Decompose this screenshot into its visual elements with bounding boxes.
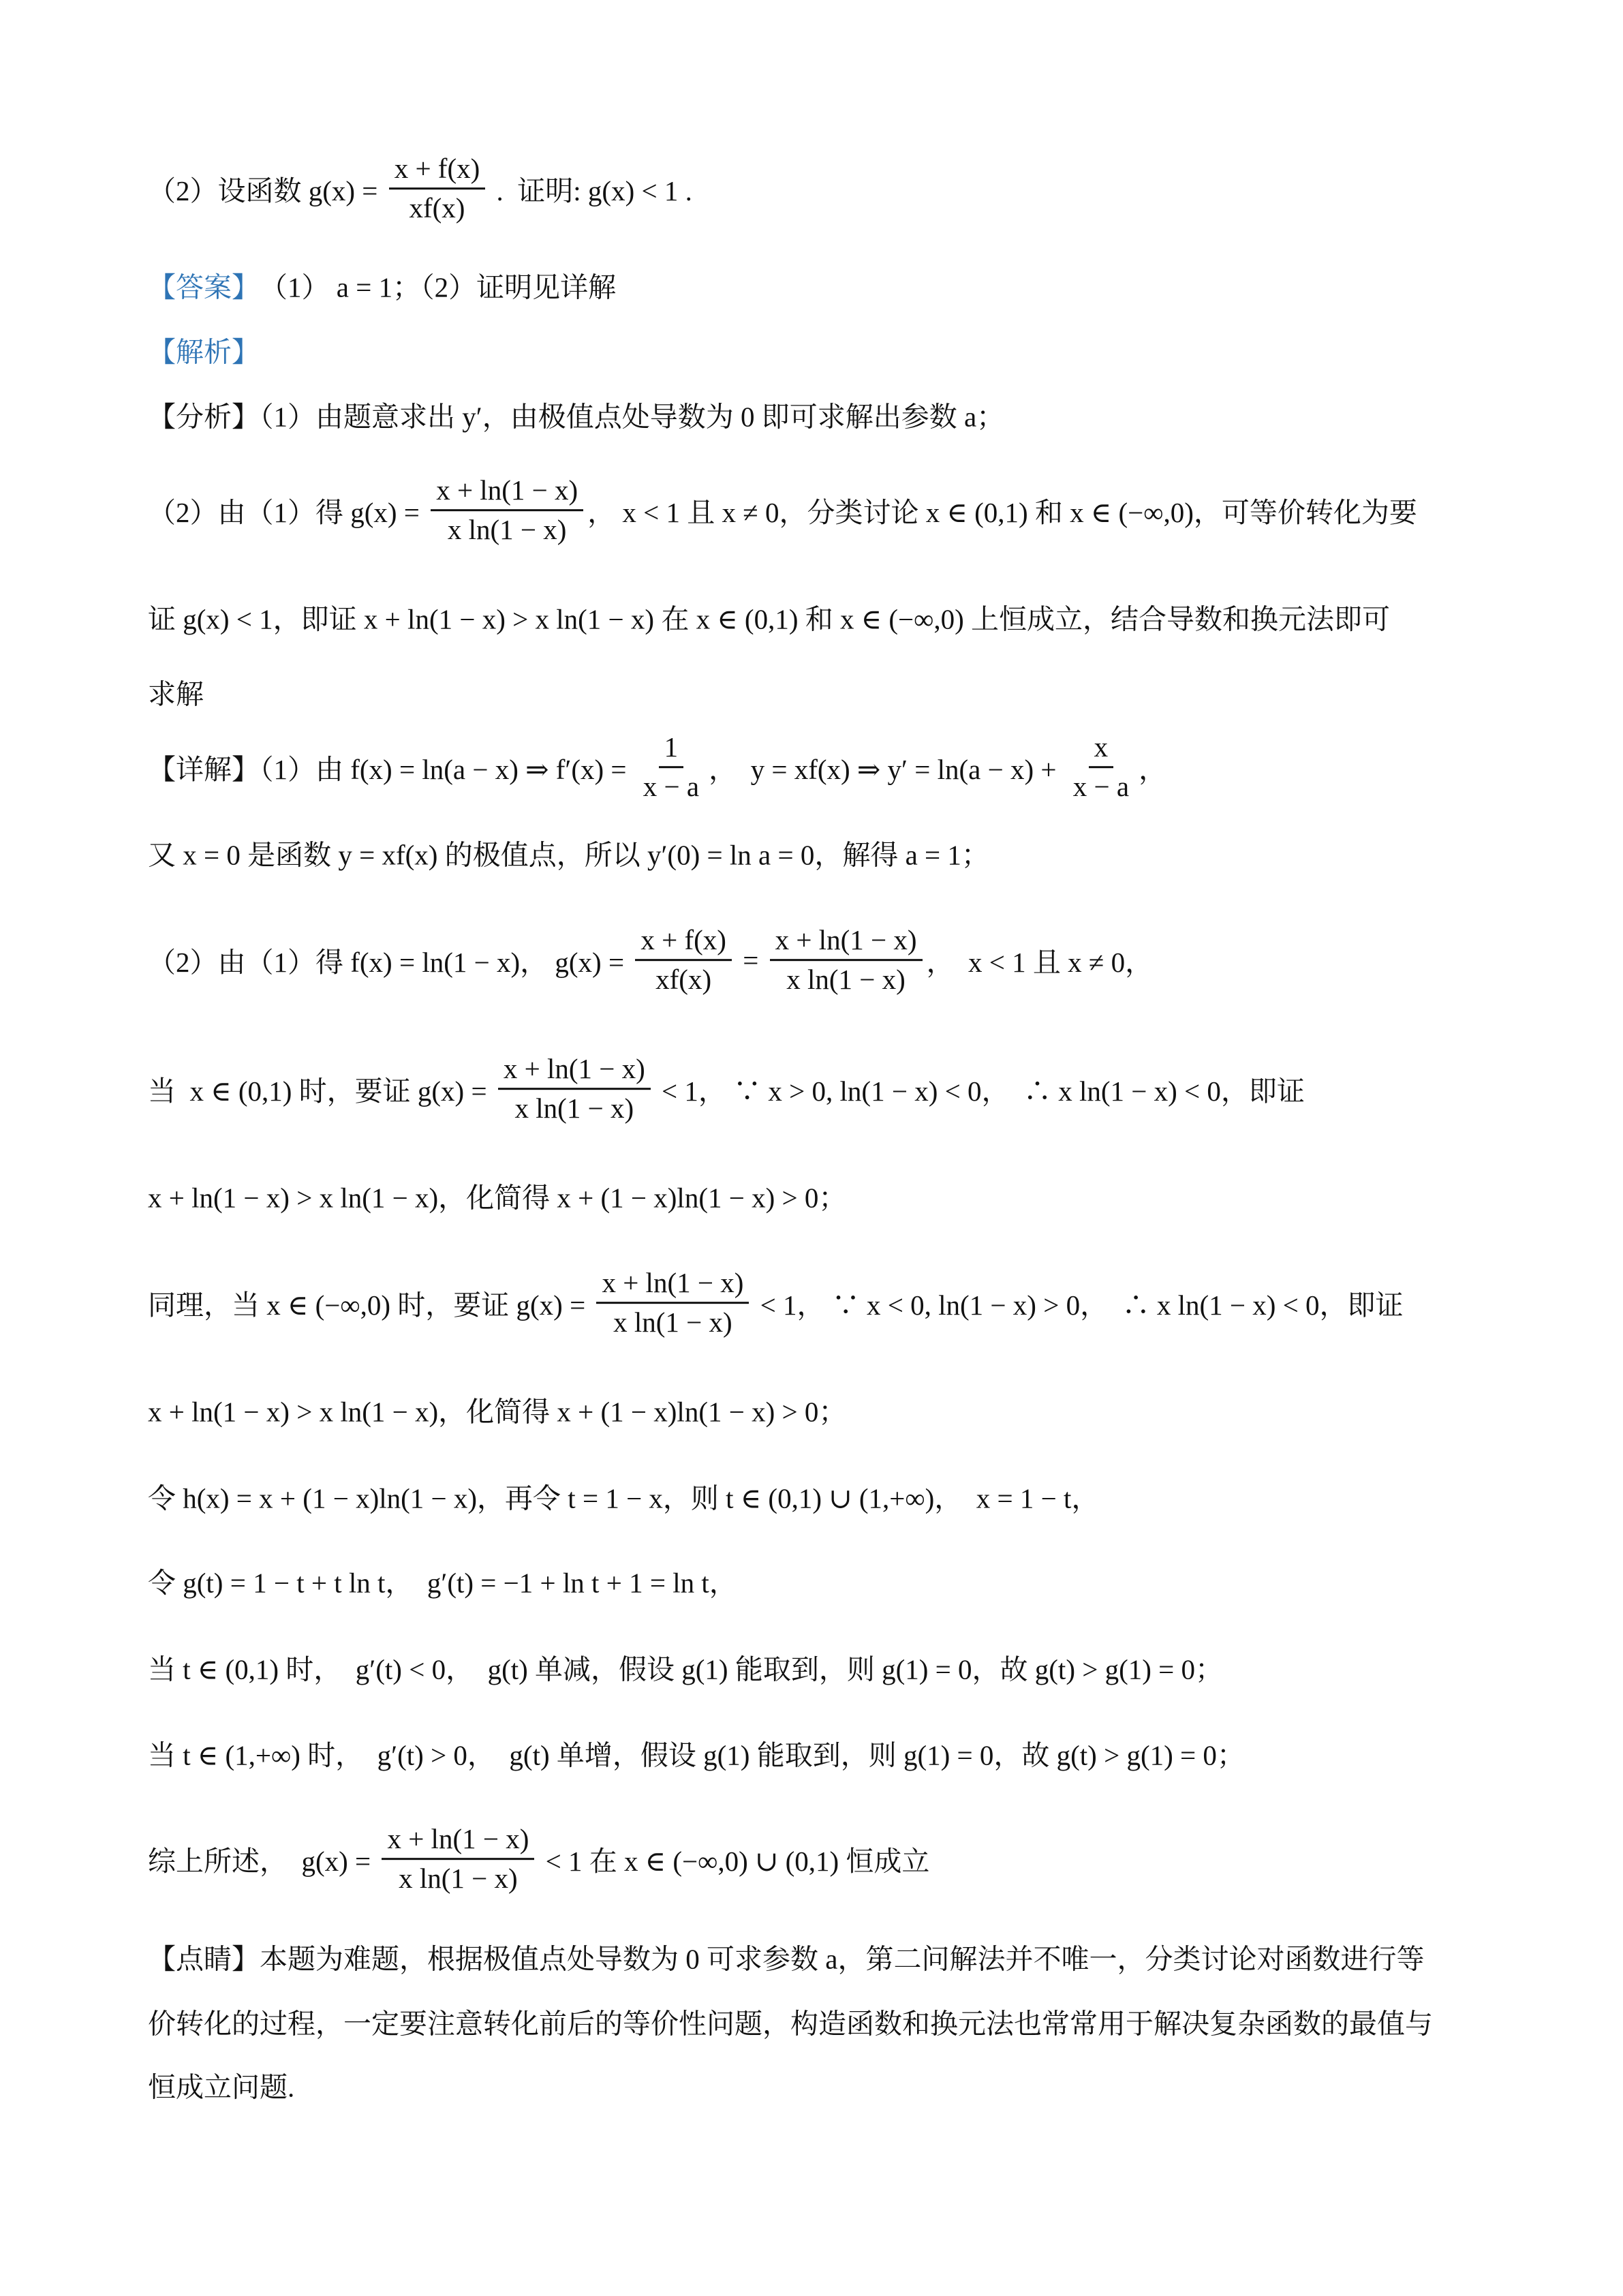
text-segment: 恒成立问题.	[148, 2071, 295, 2103]
fraction-numerator: x + ln(1 − x)	[770, 921, 923, 961]
text-segment: ， y = xf(x) ⇒ y′ = ln(a − x) +	[709, 754, 1064, 786]
fraction-denominator: x ln(1 − x)	[613, 1306, 732, 1338]
text-segment: < 1， ∵ x > 0, ln(1 − x) < 0， ∴ x ln(1 − x) < 0，即证	[654, 1075, 1305, 1107]
text-segment: < 1， ∵ x < 0, ln(1 − x) > 0， ∴ x ln(1 − x) < 0，即证	[753, 1289, 1404, 1321]
fraction	[770, 921, 923, 999]
section-label: 【答案】	[148, 271, 260, 303]
text-line	[148, 1820, 929, 1898]
fraction	[638, 729, 705, 806]
text-line	[148, 672, 204, 712]
text-line	[148, 1647, 1223, 1687]
text-line	[148, 729, 1166, 806]
fraction-numerator: x + ln(1 − x)	[498, 1050, 651, 1090]
text-line	[148, 395, 1004, 435]
fraction-numerator: x + ln(1 − x)	[431, 472, 583, 511]
fraction-denominator: x − a	[1072, 771, 1130, 803]
fraction-denominator: xf(x)	[655, 964, 712, 996]
fraction	[1068, 729, 1134, 806]
text-segment: 当 t ∈ (0,1) 时， g′(t) < 0， g(t) 单减，假设 g(1) 能取到，则 g(1) = 0，故 g(t) > g(1) = 0；	[148, 1653, 1224, 1685]
text-segment: x + ln(1 − x) > x ln(1 − x)，化简得 x + (1 − x)ln(1 − x) > 0；	[148, 1182, 847, 1214]
text-segment: . 证明: g(x) < 1 .	[489, 175, 692, 207]
text-line	[148, 1561, 737, 1601]
text-segment: 价转化的过程，一定要注意转化前后的等价性问题，构造函数和换元法也常常用于解决复杂函数的最值与	[148, 2008, 1433, 2040]
fraction-denominator: x ln(1 − x)	[514, 1092, 634, 1124]
text-line	[148, 1937, 1424, 1977]
text-segment: （2）由（1）得 g(x) =	[148, 497, 427, 529]
fraction-numerator: x + f(x)	[635, 921, 732, 961]
text-line	[148, 833, 989, 873]
text-segment: 【分析】（1）由题意求出 y′，由极值点处导数为 0 即可求解出参数 a；	[148, 401, 1005, 433]
fraction-numerator: x + ln(1 − x)	[382, 1820, 534, 1860]
text-segment: 综上所述， g(x) =	[148, 1846, 378, 1878]
text-segment: =	[735, 945, 766, 976]
fraction	[498, 1050, 651, 1128]
text-line	[148, 330, 260, 370]
fraction	[635, 921, 732, 999]
fraction-denominator: x − a	[643, 771, 700, 803]
text-segment: ，	[1139, 754, 1167, 786]
text-segment: 【点睛】本题为难题，根据极值点处导数为 0 可求参数 a，第二问解法并不唯一，分类讨论对函数进行等	[148, 1943, 1425, 1975]
fraction-denominator: xf(x)	[409, 192, 465, 224]
text-segment: （2）由（1）得 f(x) = ln(1 − x)， g(x) =	[148, 947, 632, 979]
fraction	[382, 1820, 534, 1898]
text-segment: x + ln(1 − x) > x ln(1 − x)，化简得 x + (1 − x)ln(1 − x) > 0；	[148, 1396, 847, 1428]
text-line	[148, 1264, 1404, 1342]
text-line	[148, 265, 616, 305]
fraction-numerator: x + ln(1 − x)	[596, 1264, 749, 1304]
text-line	[148, 2002, 1433, 2042]
text-segment: 同理，当 x ∈ (−∞,0) 时，要证 g(x) =	[148, 1289, 593, 1321]
text-segment: < 1 在 x ∈ (−∞,0) ∪ (0,1) 恒成立	[538, 1846, 930, 1878]
text-line	[148, 1390, 846, 1430]
text-segment: 令 h(x) = x + (1 − x)ln(1 − x)，再令 t = 1 − x，则 t ∈ (0,1) ∪ (1,+∞)， x = 1 − t，	[148, 1482, 1100, 1514]
fraction-numerator: x	[1089, 729, 1114, 768]
text-segment: 证 g(x) < 1，即证 x + ln(1 − x) > x ln(1 − x) 在 x ∈ (0,1) 和 x ∈ (−∞,0) 上恒成立，结合导数和换元法即可	[148, 603, 1390, 635]
text-line	[148, 1176, 846, 1216]
text-line	[148, 1476, 1099, 1516]
fraction-numerator: 1	[659, 729, 684, 768]
fraction-denominator: x ln(1 − x)	[786, 964, 906, 996]
text-segment: 当 x ∈ (0,1) 时，要证 g(x) =	[148, 1075, 494, 1107]
text-line	[148, 1050, 1305, 1128]
text-segment: 当 t ∈ (1,+∞) 时， g′(t) > 0， g(t) 单增，假设 g(1) 能取到，则 g(1) = 0，故 g(t) > g(1) = 0；	[148, 1739, 1245, 1771]
text-segment: 又 x = 0 是函数 y = xf(x) 的极值点，所以 y′(0) = ln a = 0，解得 a = 1；	[148, 839, 989, 871]
text-line	[148, 921, 1153, 999]
text-line	[148, 150, 692, 228]
text-line	[148, 472, 1417, 549]
fraction	[431, 472, 583, 549]
text-segment: ， x < 1 且 x ≠ 0，分类讨论 x ∈ (0,1) 和 x ∈ (−∞,0)，可等价转化为要	[587, 497, 1417, 529]
text-segment: 求解	[148, 678, 204, 710]
text-segment: （2）设函数 g(x) =	[148, 175, 385, 207]
text-line	[148, 2065, 294, 2105]
fraction	[596, 1264, 749, 1342]
text-line	[148, 1733, 1245, 1773]
text-segment: （1） a = 1；（2）证明见详解	[260, 271, 617, 303]
text-segment: 【详解】（1）由 f(x) = ln(a − x) ⇒ f′(x) =	[148, 754, 634, 786]
text-segment: 令 g(t) = 1 − t + t ln t， g′(t) = −1 + ln t + 1 = ln t，	[148, 1567, 737, 1599]
fraction-denominator: x ln(1 − x)	[399, 1863, 518, 1895]
fraction	[389, 150, 486, 228]
text-segment: ， x < 1 且 x ≠ 0，	[926, 947, 1154, 979]
fraction-denominator: x ln(1 − x)	[447, 514, 567, 546]
fraction-numerator: x + f(x)	[389, 150, 486, 189]
text-line	[148, 597, 1390, 637]
section-label: 【解析】	[148, 336, 260, 368]
